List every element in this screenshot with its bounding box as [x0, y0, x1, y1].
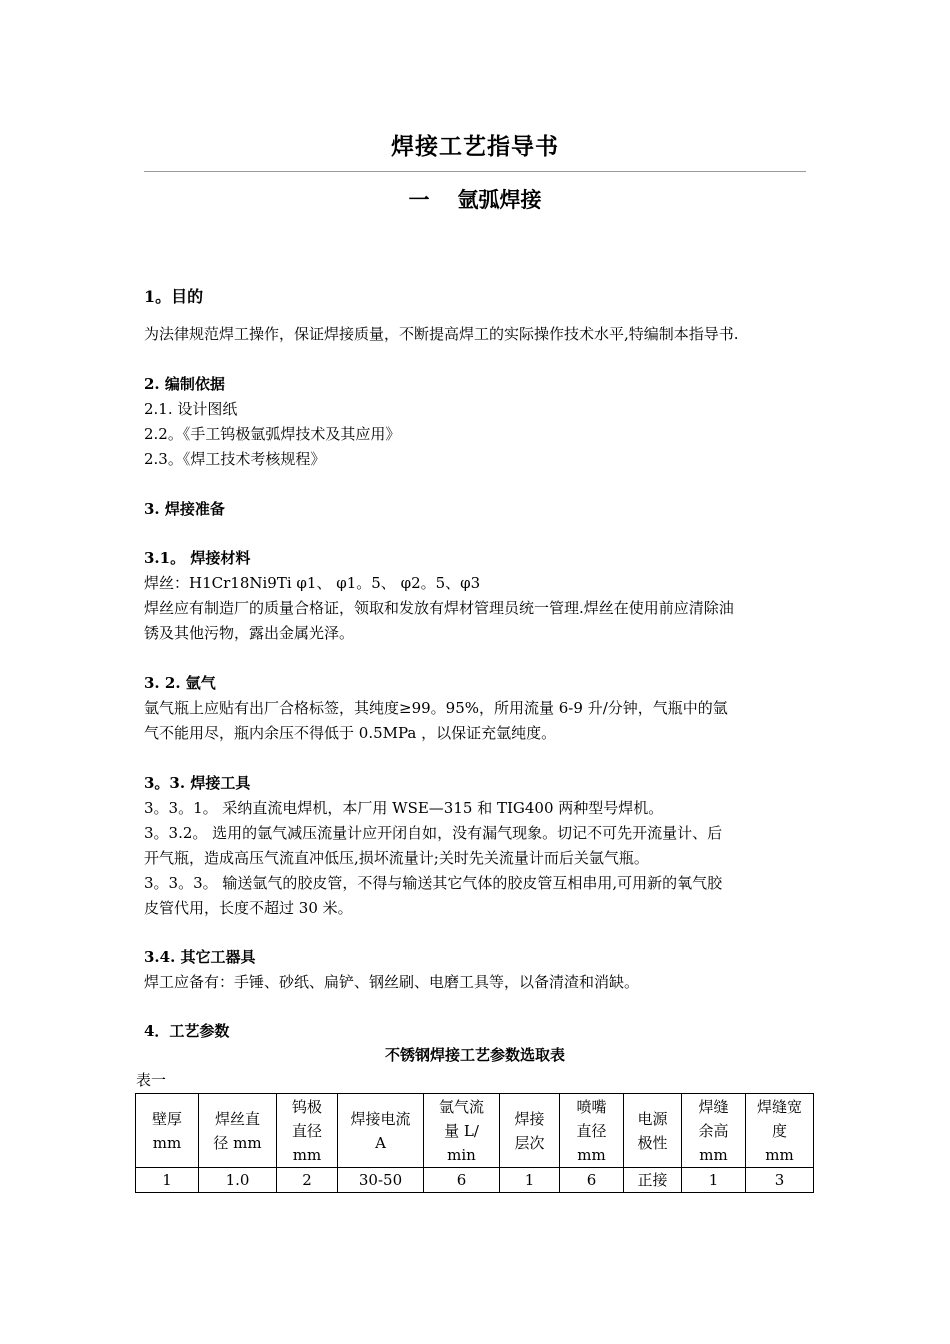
table-cell: 30-50: [338, 1168, 424, 1193]
heading-parameters: 4．工艺参数: [144, 1022, 230, 1040]
table-cell: 1: [136, 1168, 199, 1193]
other-tools-text: 焊工应备有：手锤、砂纸、扁铲、钢丝刷、电磨工具等，以备清渣和消缺。: [144, 973, 640, 991]
table-cell: 3: [746, 1168, 814, 1193]
section-number: 一: [408, 187, 430, 212]
table-header-cell: [500, 1094, 560, 1168]
table-header-cell: [682, 1094, 746, 1168]
header-text-line: 氩气流: [438, 1097, 484, 1116]
header-text-line: A: [375, 1133, 386, 1152]
header-text-line: min: [447, 1145, 476, 1164]
table-header-cell: [277, 1094, 338, 1168]
header-text-line: 量 L/: [444, 1121, 479, 1140]
basis-item: 2.1. 设计图纸: [144, 400, 238, 418]
title-divider: [144, 171, 806, 172]
header-text-line: 壁厚: [151, 1109, 182, 1128]
header-text-line: mm: [699, 1145, 728, 1164]
header-text-line: 径 mm: [213, 1133, 262, 1152]
heading-preparation: 3. 焊接准备: [144, 500, 225, 518]
table-cell: 正接: [624, 1168, 682, 1193]
header-text-line: mm: [765, 1145, 794, 1164]
tools-line: 皮管代用，长度不超过 30 米。: [144, 899, 353, 917]
header-text-line: 度: [771, 1121, 787, 1140]
heading-argon: 3. 2. 氩气: [144, 674, 216, 692]
header-text-line: mm: [292, 1145, 322, 1164]
table-cell: 1.0: [199, 1168, 277, 1193]
header-text-line: 电源: [637, 1109, 668, 1128]
materials-line: 焊丝应有制造厂的质量合格证，领取和发放有焊材管理员统一管理.焊丝在使用前应清除油: [144, 599, 734, 617]
table-cell: 6: [560, 1168, 624, 1193]
heading-materials: 3.1。 焊接材料: [144, 549, 251, 567]
argon-line: 气不能用尽，瓶内余压不得低于 0.5MPa ，以保证充氩纯度。: [144, 724, 557, 742]
header-text-line: 极性: [637, 1133, 668, 1152]
table-cell: 1: [682, 1168, 746, 1193]
header-text-line: 焊接电流: [350, 1109, 411, 1128]
heading-basis: 2. 编制依据: [144, 375, 225, 393]
materials-line: 锈及其他污物，露出金属光泽。: [144, 624, 355, 642]
header-text-line: 焊缝: [698, 1097, 729, 1116]
header-text-line: mm: [577, 1145, 606, 1164]
table-row: [136, 1168, 814, 1193]
basis-item: 2.3。《焊工技术考核规程》: [144, 450, 326, 468]
header-text-line: 焊接: [514, 1109, 545, 1128]
purpose-text: 为法律规范焊工操作，保证焊接质量，不断提高焊工的实际操作技术水平,特编制本指导书.: [144, 325, 739, 343]
document-title: 焊接工艺指导书: [391, 133, 559, 160]
table-cell: 2: [277, 1168, 338, 1193]
section-title: [0, 184, 950, 214]
table-cell: 1: [500, 1168, 560, 1193]
materials-line: 焊丝：H1Cr18Ni9Ti φ1、 φ1。5、 φ2。5、φ3: [144, 574, 481, 592]
heading-other-tools: 3.4. 其它工器具: [144, 948, 256, 966]
table-header-cell: [338, 1094, 424, 1168]
header-text-line: mm: [152, 1133, 182, 1152]
parameters-table: [135, 1093, 814, 1193]
section-name: 氩弧焊接: [457, 187, 542, 212]
header-text-line: 焊缝宽: [756, 1097, 802, 1116]
header-text-line: 钨极: [291, 1097, 322, 1116]
tools-line: 3。3。1。 采纳直流电焊机，本厂用 WSE—315 和 TIG400 两种型号焊机。: [144, 799, 664, 817]
header-text-line: 喷嘴: [576, 1097, 607, 1116]
basis-item: 2.2。《手工钨极氩弧焊技术及其应用》: [144, 425, 401, 443]
header-text-line: 余高: [698, 1121, 729, 1140]
table-header-row: [136, 1094, 814, 1168]
table-cell: 6: [424, 1168, 500, 1193]
tools-line: 3。3。3。 输送氩气的胶皮管，不得与输送其它气体的胶皮管互相串用,可用新的氧气胶: [144, 874, 723, 892]
header-text-line: 焊丝直: [214, 1109, 260, 1128]
header-text-line: 直径: [291, 1121, 322, 1140]
table-caption: 不锈钢焊接工艺参数选取表: [384, 1046, 565, 1064]
table-header-cell: [560, 1094, 624, 1168]
heading-tools: 3。3. 焊接工具: [144, 774, 251, 792]
table-header-cell: [624, 1094, 682, 1168]
table-header-cell: [746, 1094, 814, 1168]
tools-line: 3。3.2。 选用的氩气减压流量计应开闭自如，没有漏气现象。切记不可先开流量计、后: [144, 824, 723, 842]
header-text-line: 层次: [514, 1133, 545, 1152]
header-text-line: 直径: [576, 1121, 607, 1140]
table-header-cell: [424, 1094, 500, 1168]
tools-line: 开气瓶，造成高压气流直冲低压,损坏流量计;关时先关流量计而后关氩气瓶。: [144, 849, 649, 867]
heading-purpose: 1。目的: [144, 287, 204, 306]
table-label: 表一: [136, 1071, 167, 1089]
argon-line: 氩气瓶上应贴有出厂合格标签，其纯度≥99。95%，所用流量 6-9 升/分钟，气瓶中的氩: [144, 699, 728, 717]
table-header-cell: [199, 1094, 277, 1168]
table-header-cell: [136, 1094, 199, 1168]
